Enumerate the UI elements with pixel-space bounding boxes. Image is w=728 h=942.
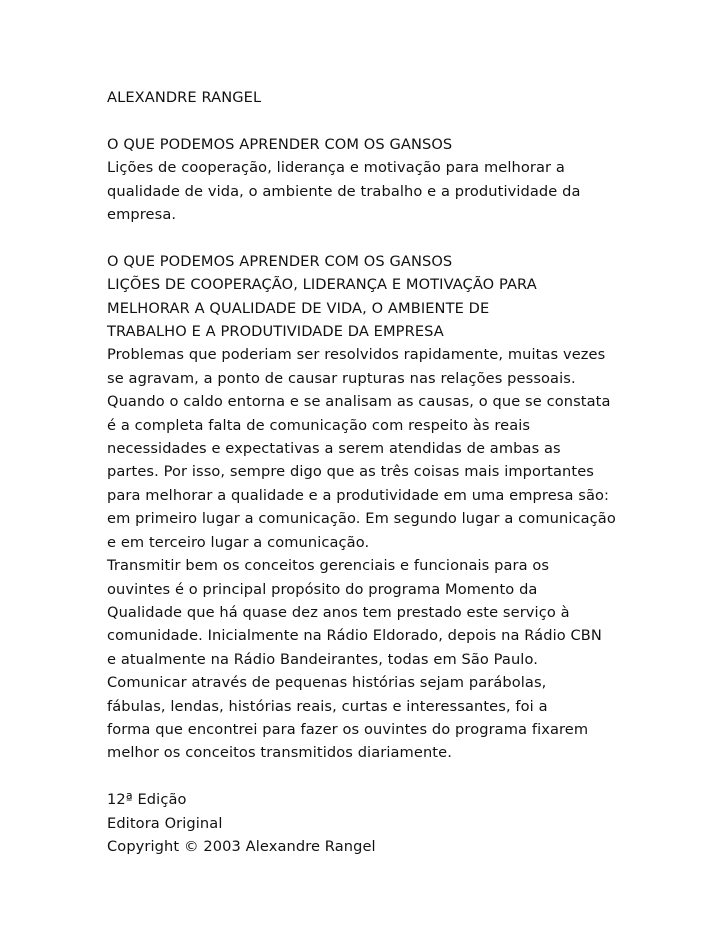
body-line: é a completa falta de comunicação com respeito às reais (107, 416, 531, 434)
body-line: Comunicar através de pequenas histórias sejam parábolas, (107, 674, 547, 692)
body-line: melhor os conceitos transmitidos diariamente. (107, 744, 452, 762)
author-name: ALEXANDRE RANGEL (107, 89, 262, 106)
section2-subtitle-line: MELHORAR A QUALIDADE DE VIDA, O AMBIENTE DE (107, 299, 490, 317)
body-line: e em terceiro lugar a comunicação. (107, 533, 370, 551)
document-page (107, 86, 627, 858)
body-line: Transmitir bem os conceitos gerenciais e funcionais para os (107, 557, 550, 575)
edition-text: 12ª Edição (107, 791, 187, 809)
body-line: para melhorar a qualidade e a produtividade em uma empresa são: (107, 486, 610, 504)
body-line: e atualmente na Rádio Bandeirantes, todas em São Paulo. (107, 650, 538, 668)
section1-title: O QUE PODEMOS APRENDER COM OS GANSOS (107, 135, 453, 153)
spacer (107, 226, 627, 249)
body-line: ouvintes é o principal propósito do programa Momento da (107, 580, 538, 598)
body-line: necessidades e expectativas a serem atendidas de ambas as (107, 440, 561, 458)
section2-title: O QUE PODEMOS APRENDER COM OS GANSOS (107, 252, 453, 270)
body-line: fábulas, lendas, histórias reais, curtas e interessantes, foi a (107, 697, 548, 715)
section1-line: qualidade de vida, o ambiente de trabalho e a produtividade da (107, 182, 581, 200)
body-line: partes. Por isso, sempre digo que as três coisas mais importantes (107, 463, 594, 481)
body-line: Quando o caldo entorna e se analisam as causas, o que se constata (107, 393, 611, 411)
body-line: comunidade. Inicialmente na Rádio Eldorado, depois na Rádio CBN (107, 627, 602, 645)
section2-subtitle-line: TRABALHO E A PRODUTIVIDADE DA EMPRESA (107, 323, 444, 341)
section1-line: empresa. (107, 206, 177, 224)
body-line: forma que encontrei para fazer os ouvintes do programa fixarem (107, 720, 589, 738)
body-line: se agravam, a ponto de causar rupturas nas relações pessoais. (107, 369, 576, 387)
body-line: em primeiro lugar a comunicação. Em segundo lugar a comunicação (107, 510, 616, 528)
publisher-text: Editora Original (107, 814, 223, 832)
body-line: Qualidade que há quase dez anos tem prestado este serviço à (107, 603, 570, 621)
copyright-text: Copyright © 2003 Alexandre Rangel (107, 837, 376, 855)
body-line: Problemas que poderiam ser resolvidos rapidamente, muitas vezes (107, 346, 606, 364)
spacer (107, 109, 627, 132)
spacer (107, 765, 627, 788)
section2-subtitle-line: LIÇÕES DE COOPERAÇÃO, LIDERANÇA E MOTIVAÇÃO PARA (107, 276, 537, 294)
section1-line: Lições de cooperação, liderança e motivação para melhorar a (107, 159, 565, 177)
